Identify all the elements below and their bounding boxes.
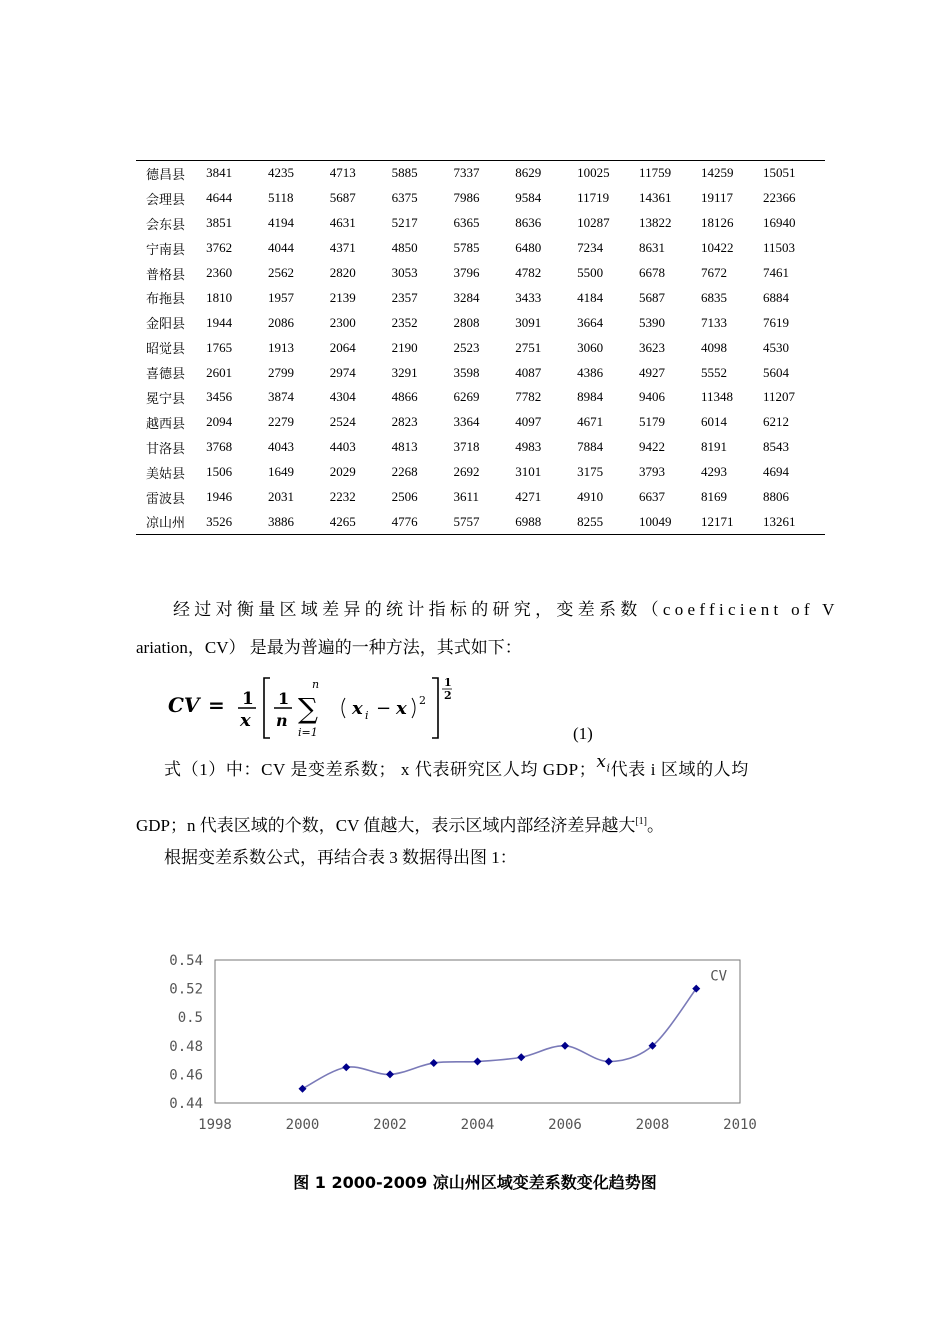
gdp-value-cell: 4386 bbox=[577, 364, 604, 380]
gdp-value-cell: 5500 bbox=[577, 265, 604, 280]
gdp-value-cell: 2232 bbox=[329, 489, 356, 505]
formula-square: 2 bbox=[419, 694, 426, 707]
gdp-value-cell: 2360 bbox=[206, 265, 233, 280]
gdp-value-cell: 7234 bbox=[577, 240, 604, 256]
sum-icon: ∑ bbox=[298, 692, 318, 725]
data-point bbox=[474, 1058, 482, 1066]
county-name-cell: 德昌县 bbox=[136, 161, 206, 186]
table-row bbox=[136, 410, 825, 435]
gdp-value-cell: 3762 bbox=[206, 240, 233, 256]
gdp-value-cell: 3718 bbox=[453, 439, 480, 455]
figure-caption: 图 1 2000-2009 凉山州区域变差系数变化趋势图 bbox=[293, 1173, 657, 1192]
gdp-value-cell: 2357 bbox=[391, 289, 418, 305]
gdp-value-cell: 2300 bbox=[329, 314, 356, 330]
gdp-value-cell: 2524 bbox=[329, 414, 356, 430]
gdp-value-cell: 5604 bbox=[762, 364, 789, 380]
county-name-cell: 会理县 bbox=[146, 191, 186, 207]
gdp-value-cell: 1944 bbox=[206, 314, 233, 330]
gdp-value-cell: 9406 bbox=[639, 389, 666, 405]
gdp-value-cell: 5217 bbox=[391, 215, 418, 231]
gdp-value-cell: 2506 bbox=[391, 489, 418, 505]
gdp-value-cell: 4782 bbox=[515, 265, 542, 280]
gdp-value-cell: 15051 bbox=[763, 161, 825, 186]
gdp-value-cell: 2268 bbox=[391, 464, 418, 480]
formula-inner-one: 1 bbox=[278, 689, 290, 708]
gdp-value-cell: 22366 bbox=[762, 190, 796, 206]
gdp-value-cell: 3886 bbox=[268, 509, 330, 534]
gdp-value-cell: 2086 bbox=[267, 314, 294, 330]
cv-series-line bbox=[303, 989, 697, 1089]
gdp-value-cell: 2279 bbox=[267, 414, 294, 430]
gdp-value-cell: 6375 bbox=[391, 190, 418, 206]
gdp-value-cell: 8191 bbox=[701, 439, 727, 455]
gdp-value-cell: 4043 bbox=[267, 439, 294, 455]
gdp-value-cell: 8984 bbox=[577, 389, 604, 405]
table-row bbox=[136, 285, 825, 310]
gdp-value-cell: 4044 bbox=[267, 240, 294, 256]
gdp-value-cell: 2692 bbox=[453, 464, 480, 480]
gdp-value-cell: 12171 bbox=[701, 509, 763, 534]
gdp-value-cell: 3623 bbox=[639, 339, 666, 355]
gdp-value-cell: 8543 bbox=[762, 439, 789, 455]
citation-ref: [1] bbox=[635, 816, 647, 827]
gdp-value-cell: 7133 bbox=[701, 314, 727, 330]
x-tick-label: 2000 bbox=[285, 1117, 320, 1133]
x-tick-label: 2004 bbox=[460, 1117, 495, 1133]
gdp-value-cell: 7672 bbox=[701, 265, 727, 280]
gdp-value-cell: 8169 bbox=[701, 489, 727, 505]
x-tick-label: 2006 bbox=[548, 1117, 582, 1133]
gdp-value-cell: 7619 bbox=[762, 314, 789, 330]
gdp-value-cell: 4713 bbox=[330, 161, 392, 186]
gdp-value-cell: 4271 bbox=[515, 489, 542, 505]
county-name-cell: 甘洛县 bbox=[146, 440, 186, 456]
table-row bbox=[136, 261, 825, 286]
gdp-value-cell: 4293 bbox=[701, 464, 727, 480]
gdp-value-cell: 6269 bbox=[453, 389, 480, 405]
y-tick-label: 0.44 bbox=[169, 1096, 203, 1112]
gdp-value-cell: 4235 bbox=[268, 161, 330, 186]
gdp-value-cell: 7461 bbox=[762, 265, 789, 280]
x-tick-label: 2008 bbox=[635, 1117, 670, 1133]
gdp-value-cell: 2974 bbox=[329, 364, 356, 380]
gdp-value-cell: 2751 bbox=[515, 339, 542, 355]
gdp-value-cell: 11719 bbox=[577, 190, 610, 206]
gdp-value-cell: 1957 bbox=[267, 289, 294, 305]
left-paren bbox=[342, 698, 345, 718]
gdp-value-cell: 4194 bbox=[267, 215, 294, 231]
exponent-num: 1 bbox=[444, 676, 452, 689]
gdp-value-cell: 2601 bbox=[206, 364, 233, 380]
formula-minus: − bbox=[376, 698, 392, 719]
formula-xi: x bbox=[352, 698, 363, 719]
county-name-cell: 会东县 bbox=[146, 216, 186, 232]
gdp-value-cell: 3598 bbox=[453, 364, 480, 380]
gdp-value-cell: 14361 bbox=[639, 190, 672, 206]
gdp-value-cell: 3433 bbox=[515, 289, 542, 305]
county-name-cell: 凉山州 bbox=[136, 509, 206, 534]
gdp-value-cell: 5390 bbox=[639, 314, 666, 330]
gdp-value-cell: 4304 bbox=[329, 389, 356, 405]
gdp-value-cell: 6988 bbox=[515, 509, 577, 534]
gdp-value-cell: 6884 bbox=[762, 289, 789, 305]
gdp-value-cell: 3768 bbox=[206, 439, 233, 455]
gdp-value-cell: 4371 bbox=[329, 240, 356, 256]
formula-i: i bbox=[365, 709, 369, 722]
gdp-value-cell: 2064 bbox=[329, 339, 356, 355]
gdp-value-cell: 4694 bbox=[762, 464, 789, 480]
gdp-value-cell: 2352 bbox=[391, 314, 418, 330]
table-row bbox=[136, 435, 825, 460]
gdp-value-cell: 11503 bbox=[762, 240, 795, 256]
gdp-value-cell: 8631 bbox=[639, 240, 666, 256]
gdp-value-cell: 9584 bbox=[515, 190, 542, 206]
gdp-value-cell: 4530 bbox=[762, 339, 789, 355]
gdp-value-cell: 1913 bbox=[267, 339, 294, 355]
gdp-value-cell: 4631 bbox=[329, 215, 356, 231]
table-row bbox=[136, 161, 825, 186]
data-point bbox=[517, 1053, 525, 1061]
gdp-value-cell: 3091 bbox=[515, 314, 542, 330]
exponent-den: 2 bbox=[444, 689, 452, 702]
formula-one: 1 bbox=[242, 689, 254, 709]
y-tick-label: 0.5 bbox=[177, 1010, 203, 1027]
definition-part1: 式（1）中：CV 是变差系数； x 代表研究区人均 GDP； bbox=[164, 760, 597, 779]
table-row bbox=[136, 385, 825, 410]
formula-x: x bbox=[240, 710, 251, 731]
table-row bbox=[136, 310, 825, 335]
data-point bbox=[386, 1070, 394, 1078]
gdp-value-cell: 11759 bbox=[639, 161, 701, 186]
gdp-value-cell: 6637 bbox=[639, 489, 666, 505]
gdp-value-cell: 5687 bbox=[329, 190, 356, 206]
data-point bbox=[605, 1058, 613, 1066]
cv-formula bbox=[164, 668, 484, 748]
y-tick-label: 0.52 bbox=[169, 981, 203, 998]
plot-area bbox=[215, 960, 740, 1103]
gdp-value-cell: 6212 bbox=[762, 414, 789, 430]
table-row bbox=[136, 236, 825, 261]
gdp-value-cell: 4098 bbox=[701, 339, 727, 355]
cv-line-chart bbox=[150, 945, 770, 1145]
gdp-value-cell: 4403 bbox=[329, 439, 356, 455]
gdp-value-cell: 4097 bbox=[515, 414, 542, 430]
data-table bbox=[136, 160, 825, 535]
gdp-value-cell: 4184 bbox=[577, 289, 604, 305]
gdp-value-cell: 7884 bbox=[577, 439, 604, 455]
gdp-value-cell: 1946 bbox=[206, 489, 233, 505]
gdp-value-cell: 5118 bbox=[267, 190, 294, 206]
county-name-cell: 普格县 bbox=[146, 266, 186, 282]
sum-bottom: i=1 bbox=[298, 726, 318, 739]
paragraph-definition-line2: GDP；n 代表区域的个数，CV 值越大，表示区域内部经济差异越大[1]。 bbox=[136, 816, 664, 835]
county-name-cell: 雷波县 bbox=[146, 490, 186, 506]
table-row bbox=[136, 485, 825, 510]
gdp-value-cell: 4644 bbox=[206, 190, 233, 206]
gdp-value-cell: 4671 bbox=[577, 414, 604, 430]
county-name-cell: 昭觉县 bbox=[146, 341, 186, 357]
gdp-value-cell: 10422 bbox=[701, 240, 734, 256]
gdp-value-cell: 1810 bbox=[206, 289, 233, 305]
sum-top: n bbox=[312, 678, 320, 691]
county-name-cell: 越西县 bbox=[146, 415, 186, 431]
gdp-value-cell: 3664 bbox=[577, 314, 604, 330]
county-name-cell: 喜德县 bbox=[146, 366, 186, 382]
paragraph-definition-line1 bbox=[164, 752, 860, 786]
gdp-value-cell: 1649 bbox=[267, 464, 294, 480]
gdp-value-cell: 5785 bbox=[453, 240, 480, 256]
gdp-value-cell: 8636 bbox=[515, 215, 542, 231]
gdp-value-cell: 3053 bbox=[391, 265, 418, 280]
data-point bbox=[342, 1063, 350, 1071]
gdp-value-cell: 10049 bbox=[639, 509, 701, 534]
table-row bbox=[136, 460, 825, 485]
gdp-value-cell: 2799 bbox=[267, 364, 294, 380]
formula-lhs: CV bbox=[168, 693, 200, 717]
county-name-cell: 布拖县 bbox=[146, 291, 186, 307]
county-name-cell: 冕宁县 bbox=[146, 390, 186, 406]
gdp-value-cell: 3456 bbox=[206, 389, 233, 405]
gdp-value-cell: 3841 bbox=[206, 161, 268, 186]
gdp-value-cell: 13261 bbox=[763, 509, 825, 534]
gdp-value-cell: 2820 bbox=[329, 265, 356, 280]
gdp-value-cell: 3874 bbox=[267, 389, 294, 405]
gdp-value-cell: 5757 bbox=[453, 509, 515, 534]
formula-n: n bbox=[276, 711, 288, 730]
gdp-value-cell: 2190 bbox=[391, 339, 418, 355]
table-row bbox=[136, 360, 825, 385]
county-name-cell: 美姑县 bbox=[146, 465, 186, 481]
data-point bbox=[299, 1085, 307, 1093]
gdp-value-cell: 6365 bbox=[453, 215, 480, 231]
gdp-value-cell: 11348 bbox=[701, 389, 734, 405]
gdp-value-cell: 4927 bbox=[639, 364, 666, 380]
y-tick-label: 0.48 bbox=[169, 1038, 203, 1055]
gdp-value-cell: 5552 bbox=[701, 364, 727, 380]
gdp-value-cell: 4983 bbox=[515, 439, 542, 455]
gdp-value-cell: 2029 bbox=[329, 464, 356, 480]
gdp-value-cell: 14259 bbox=[701, 161, 763, 186]
gdp-value-cell: 19117 bbox=[701, 190, 734, 206]
gdp-value-cell: 3364 bbox=[453, 414, 480, 430]
gdp-value-cell: 3796 bbox=[453, 265, 480, 280]
gdp-value-cell: 4776 bbox=[392, 509, 454, 534]
gdp-value-cell: 5687 bbox=[639, 289, 666, 305]
formula-equals: = bbox=[208, 693, 225, 717]
gdp-value-cell: 5885 bbox=[392, 161, 454, 186]
left-bracket bbox=[264, 678, 270, 738]
gdp-value-cell: 7337 bbox=[453, 161, 515, 186]
formula-x2: x bbox=[396, 698, 407, 719]
table-row bbox=[136, 509, 825, 534]
gdp-value-cell: 2562 bbox=[267, 265, 294, 280]
county-name-cell: 金阳县 bbox=[146, 316, 186, 332]
gdp-value-cell: 6480 bbox=[515, 240, 542, 256]
gdp-value-cell: 4910 bbox=[577, 489, 604, 505]
series-label: CV bbox=[710, 968, 728, 985]
gdp-value-cell: 7782 bbox=[515, 389, 542, 405]
gdp-value-cell: 6678 bbox=[639, 265, 666, 280]
gdp-value-cell: 11207 bbox=[762, 389, 795, 405]
gdp-value-cell: 4850 bbox=[391, 240, 418, 256]
right-bracket bbox=[432, 678, 438, 738]
paragraph-intro-line2: ariation，CV） 是最为普遍的一种方法，其式如下： bbox=[136, 638, 522, 657]
gdp-value-cell: 13822 bbox=[639, 215, 672, 231]
right-paren bbox=[412, 698, 415, 718]
data-point bbox=[561, 1042, 569, 1050]
county-name-cell: 宁南县 bbox=[146, 241, 186, 257]
gdp-value-cell: 7986 bbox=[453, 190, 480, 206]
gdp-value-cell: 6835 bbox=[701, 289, 727, 305]
paragraph-intro-line1: 经过对衡量区域差异的统计指标的研究，变差系数（coefficient of V bbox=[173, 600, 839, 619]
gdp-value-cell: 2823 bbox=[391, 414, 418, 430]
definition-part2: 代表 i 区域的人均 bbox=[610, 760, 749, 779]
gdp-value-cell: 2139 bbox=[329, 289, 356, 305]
gdp-value-cell: 4087 bbox=[515, 364, 542, 380]
data-point bbox=[430, 1059, 438, 1067]
x-tick-label: 2002 bbox=[373, 1117, 407, 1133]
gdp-value-cell: 10287 bbox=[577, 215, 610, 231]
gdp-value-cell: 9422 bbox=[639, 439, 666, 455]
table-row bbox=[136, 186, 825, 211]
gdp-value-cell: 2031 bbox=[267, 489, 294, 505]
gdp-value-cell: 3284 bbox=[453, 289, 480, 305]
gdp-value-cell: 4265 bbox=[330, 509, 392, 534]
paragraph-figure-intro: 根据变差系数公式，再结合表 3 数据得出图 1： bbox=[164, 848, 517, 867]
gdp-value-cell: 3793 bbox=[639, 464, 666, 480]
gdp-value-cell: 5179 bbox=[639, 414, 666, 430]
gdp-value-cell: 1506 bbox=[206, 464, 233, 480]
gdp-value-cell: 1765 bbox=[206, 339, 233, 355]
y-tick-label: 0.46 bbox=[169, 1067, 203, 1084]
gdp-value-cell: 3101 bbox=[515, 464, 542, 480]
gdp-value-cell: 18126 bbox=[701, 215, 734, 231]
table-row bbox=[136, 335, 825, 360]
gdp-value-cell: 3851 bbox=[206, 215, 233, 231]
gdp-value-cell: 8255 bbox=[577, 509, 639, 534]
table-row bbox=[136, 211, 825, 236]
gdp-value-cell: 2094 bbox=[206, 414, 233, 430]
gdp-value-cell: 2808 bbox=[453, 314, 480, 330]
gdp-value-cell: 6014 bbox=[701, 414, 727, 430]
gdp-value-cell: 3175 bbox=[577, 464, 604, 480]
gdp-value-cell: 8629 bbox=[515, 161, 577, 186]
xi-symbol: $x_i$ bbox=[596, 752, 611, 775]
gdp-value-cell: 3526 bbox=[206, 509, 268, 534]
gdp-value-cell: 3611 bbox=[453, 489, 479, 505]
gdp-value-cell: 2523 bbox=[453, 339, 480, 355]
gdp-value-cell: 4866 bbox=[391, 389, 418, 405]
x-tick-label: 2010 bbox=[723, 1117, 757, 1133]
x-tick-label: 1998 bbox=[198, 1117, 232, 1133]
gdp-value-cell: 3060 bbox=[577, 339, 604, 355]
gdp-value-cell: 4813 bbox=[391, 439, 418, 455]
gdp-value-cell: 16940 bbox=[762, 215, 796, 231]
gdp-value-cell: 10025 bbox=[577, 161, 639, 186]
y-tick-label: 0.54 bbox=[169, 953, 203, 969]
gdp-value-cell: 3291 bbox=[391, 364, 418, 380]
equation-number: (1) bbox=[573, 724, 593, 743]
gdp-value-cell: 8806 bbox=[762, 489, 789, 505]
